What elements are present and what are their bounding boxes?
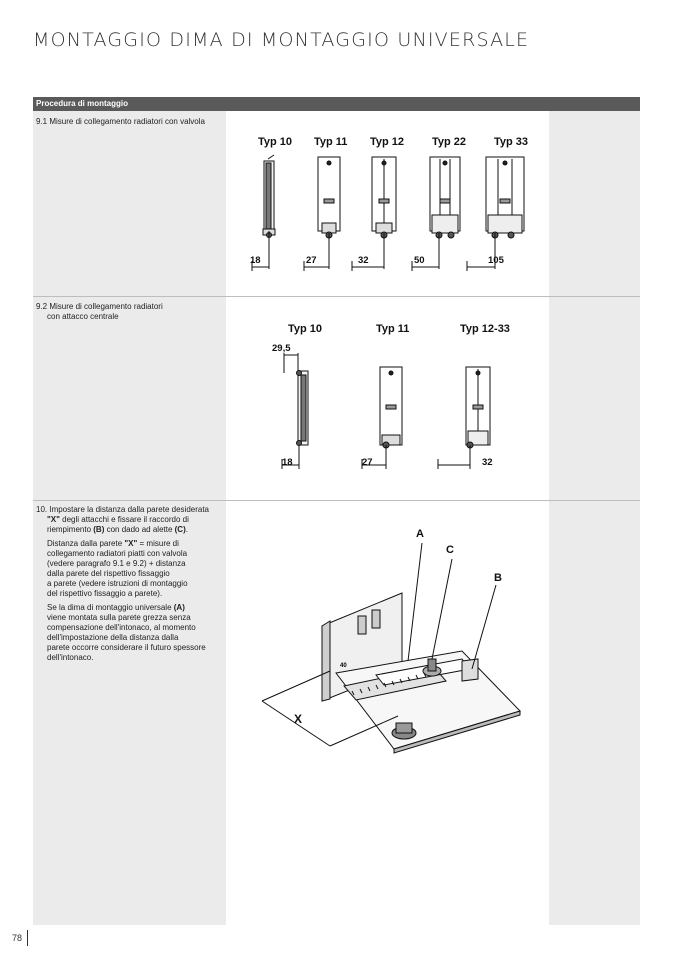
text-line: 10. Impostare la distanza dalla parete desiderata [36,505,209,514]
radiator-typ-11 [318,157,340,269]
dims-9-1 [250,255,505,266]
step-9-2-line1: 9.2 Misure di collegamento radiatori [36,302,163,311]
step-10-paragraph-1 [36,505,224,535]
diagram-9-1 [226,111,549,296]
label-typ-12-33: Typ 12-33 [460,323,510,335]
bold-text: (C) [174,525,186,534]
label-typ-22: Typ 22 [432,136,467,148]
step-9-1-text: 9.1 Misure di collegamento radiatori con valvola [36,117,205,126]
bold-text: (B) [93,525,105,534]
label-typ-11: Typ 11 [376,323,410,335]
page-number-divider [27,930,28,946]
text-span: con dado ad alette [104,525,175,534]
diagram-9-2 [226,297,549,500]
text-line: collegamento radiatori piatti con valvola [47,549,188,558]
text-span: degli attacchi e fissare il raccordo di [59,515,189,524]
callout-b: B [494,572,502,584]
text-line [36,515,224,525]
label-typ-10: Typ 10 [288,323,323,335]
scale-label: 40 [340,663,347,669]
text-line: (vedere paragrafo 9.1 e 9.2) + distanza [47,559,186,568]
dims-9-2 [282,457,493,468]
text-line: dalla parete del rispettivo fissaggio [47,569,170,578]
page-number: 78 [12,933,23,943]
dim-50: 50 [414,255,425,266]
callout-a: A [416,528,424,540]
dim-32: 32 [482,457,493,468]
radiator-typ-33 [486,157,524,269]
text-line [47,603,224,613]
radiator-center-typ-11 [362,367,402,469]
step-9-2-line2: con attacco centrale [47,312,119,321]
right-column-bg [549,111,640,925]
text-span: Distanza dalla parete [47,539,125,548]
dim-32: 32 [358,255,369,266]
text-span: . [185,525,188,534]
text-line [47,539,224,549]
text-line: compensazione dell'intonaco, al momento [47,623,196,632]
text-span: = misure di [137,539,179,548]
step-10-paragraph-3 [36,603,224,663]
label-typ-12: Typ 12 [370,136,405,148]
text-span: Se la dima di montaggio universale [47,603,174,612]
callout-x: X [294,712,303,726]
dim-105: 105 [488,255,504,266]
dim-18: 18 [282,457,293,468]
text-line: viene montata sulla parete grezza senza [47,613,191,622]
dim-27: 27 [362,457,373,468]
diagram-10-template [226,501,549,925]
label-typ-10: Typ 10 [258,136,293,148]
dim-18: 18 [250,255,261,266]
step-10-text [36,505,224,667]
label-typ-11: Typ 11 [314,136,348,148]
typ-labels-9-2 [288,323,510,335]
dim-27: 27 [306,255,317,266]
radiator-typ-22 [430,157,460,269]
text-span: riempimento [47,525,94,534]
label-typ-33: Typ 33 [494,136,529,148]
bold-text: "X" [47,515,60,524]
bold-text: (A) [173,603,185,612]
radiator-typ-10 [263,155,275,269]
callout-c: C [446,544,454,556]
step-9-2-text [36,302,224,322]
step-10-paragraph-2 [36,539,224,599]
dimension-lines-9-1 [252,261,495,271]
radiator-typ-12 [372,157,396,269]
bold-text: "X" [124,539,138,548]
radiator-center-typ-10 [282,353,308,469]
text-line: dell'intonaco. [47,653,94,662]
page-title: MONTAGGIO DIMA DI MONTAGGIO UNIVERSALE [33,29,530,51]
radiator-center-typ-12-33 [438,367,490,469]
typ-labels-9-1 [258,136,528,148]
dim-29-5: 29,5 [272,343,291,354]
text-line: del rispettivo fissaggio a parete). [47,589,163,598]
text-line [36,525,224,535]
text-line: parete occorre considerare il futuro spessore [47,643,206,652]
text-line: a parete (vedere istruzioni di montaggio [47,579,188,588]
text-line: dell'impostazione della distanza dalla [47,633,179,642]
section-header: Procedura di montaggio [33,97,640,111]
